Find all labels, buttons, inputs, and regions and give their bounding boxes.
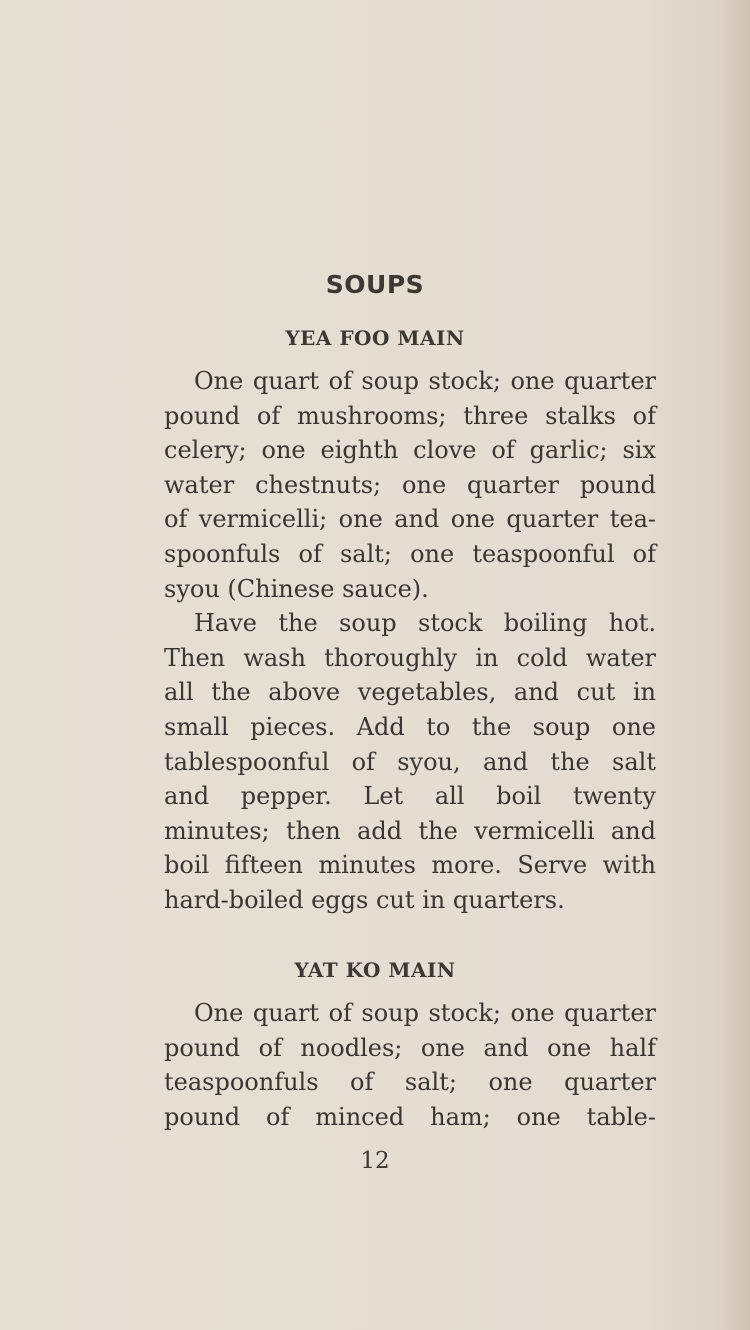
text-line: pound of mushrooms; three stalks of — [164, 401, 656, 430]
text-line: boil fifteen minutes more. Serve with — [164, 851, 656, 880]
text-line: Have the soup stock boiling hot. — [194, 609, 656, 638]
text-line: teaspoonfuls of salt; one quarter — [164, 1068, 656, 1097]
text-line: pound of noodles; one and one half — [164, 1033, 656, 1062]
ingredients-paragraph — [164, 996, 656, 1134]
page-number: 12 — [360, 1148, 390, 1174]
text-line: pound of minced ham; one table- — [164, 1102, 656, 1131]
text-line: and pepper. Let all boil twenty — [164, 782, 656, 811]
text-line: tablespoonful of syou, and the salt — [164, 747, 656, 776]
recipe-title-yat-ko-main: YAT KO MAIN — [294, 958, 456, 982]
text-line: syou (Chinese sauce). — [164, 574, 429, 603]
recipe-body-yea-foo-main — [164, 364, 656, 918]
text-line: Then wash thoroughly in cold water — [164, 643, 656, 672]
text-line: spoonfuls of salt; one teaspoonful of — [164, 539, 656, 568]
text-line: One quart of soup stock; one quarter — [194, 999, 656, 1027]
recipe-body-yat-ko-main — [164, 996, 656, 1134]
text-line: water chestnuts; one quarter pound — [164, 470, 656, 499]
text-line: One quart of soup stock; one quarter — [194, 367, 656, 395]
ingredients-paragraph — [164, 364, 656, 606]
instructions-paragraph — [164, 606, 656, 917]
text-line: small pieces. Add to the soup one — [164, 712, 656, 741]
text-line: hard-boiled eggs cut in quarters. — [164, 885, 565, 914]
text-line: celery; one eighth clove of garlic; six — [164, 436, 656, 465]
text-line: all the above vegetables, and cut in — [164, 678, 656, 707]
recipe-title-yea-foo-main: YEA FOO MAIN — [285, 326, 465, 350]
section-title: SOUPS — [325, 270, 425, 299]
text-line: minutes; then add the vermicelli and — [164, 816, 656, 845]
text-line: of vermicelli; one and one quarter tea- — [164, 505, 656, 534]
